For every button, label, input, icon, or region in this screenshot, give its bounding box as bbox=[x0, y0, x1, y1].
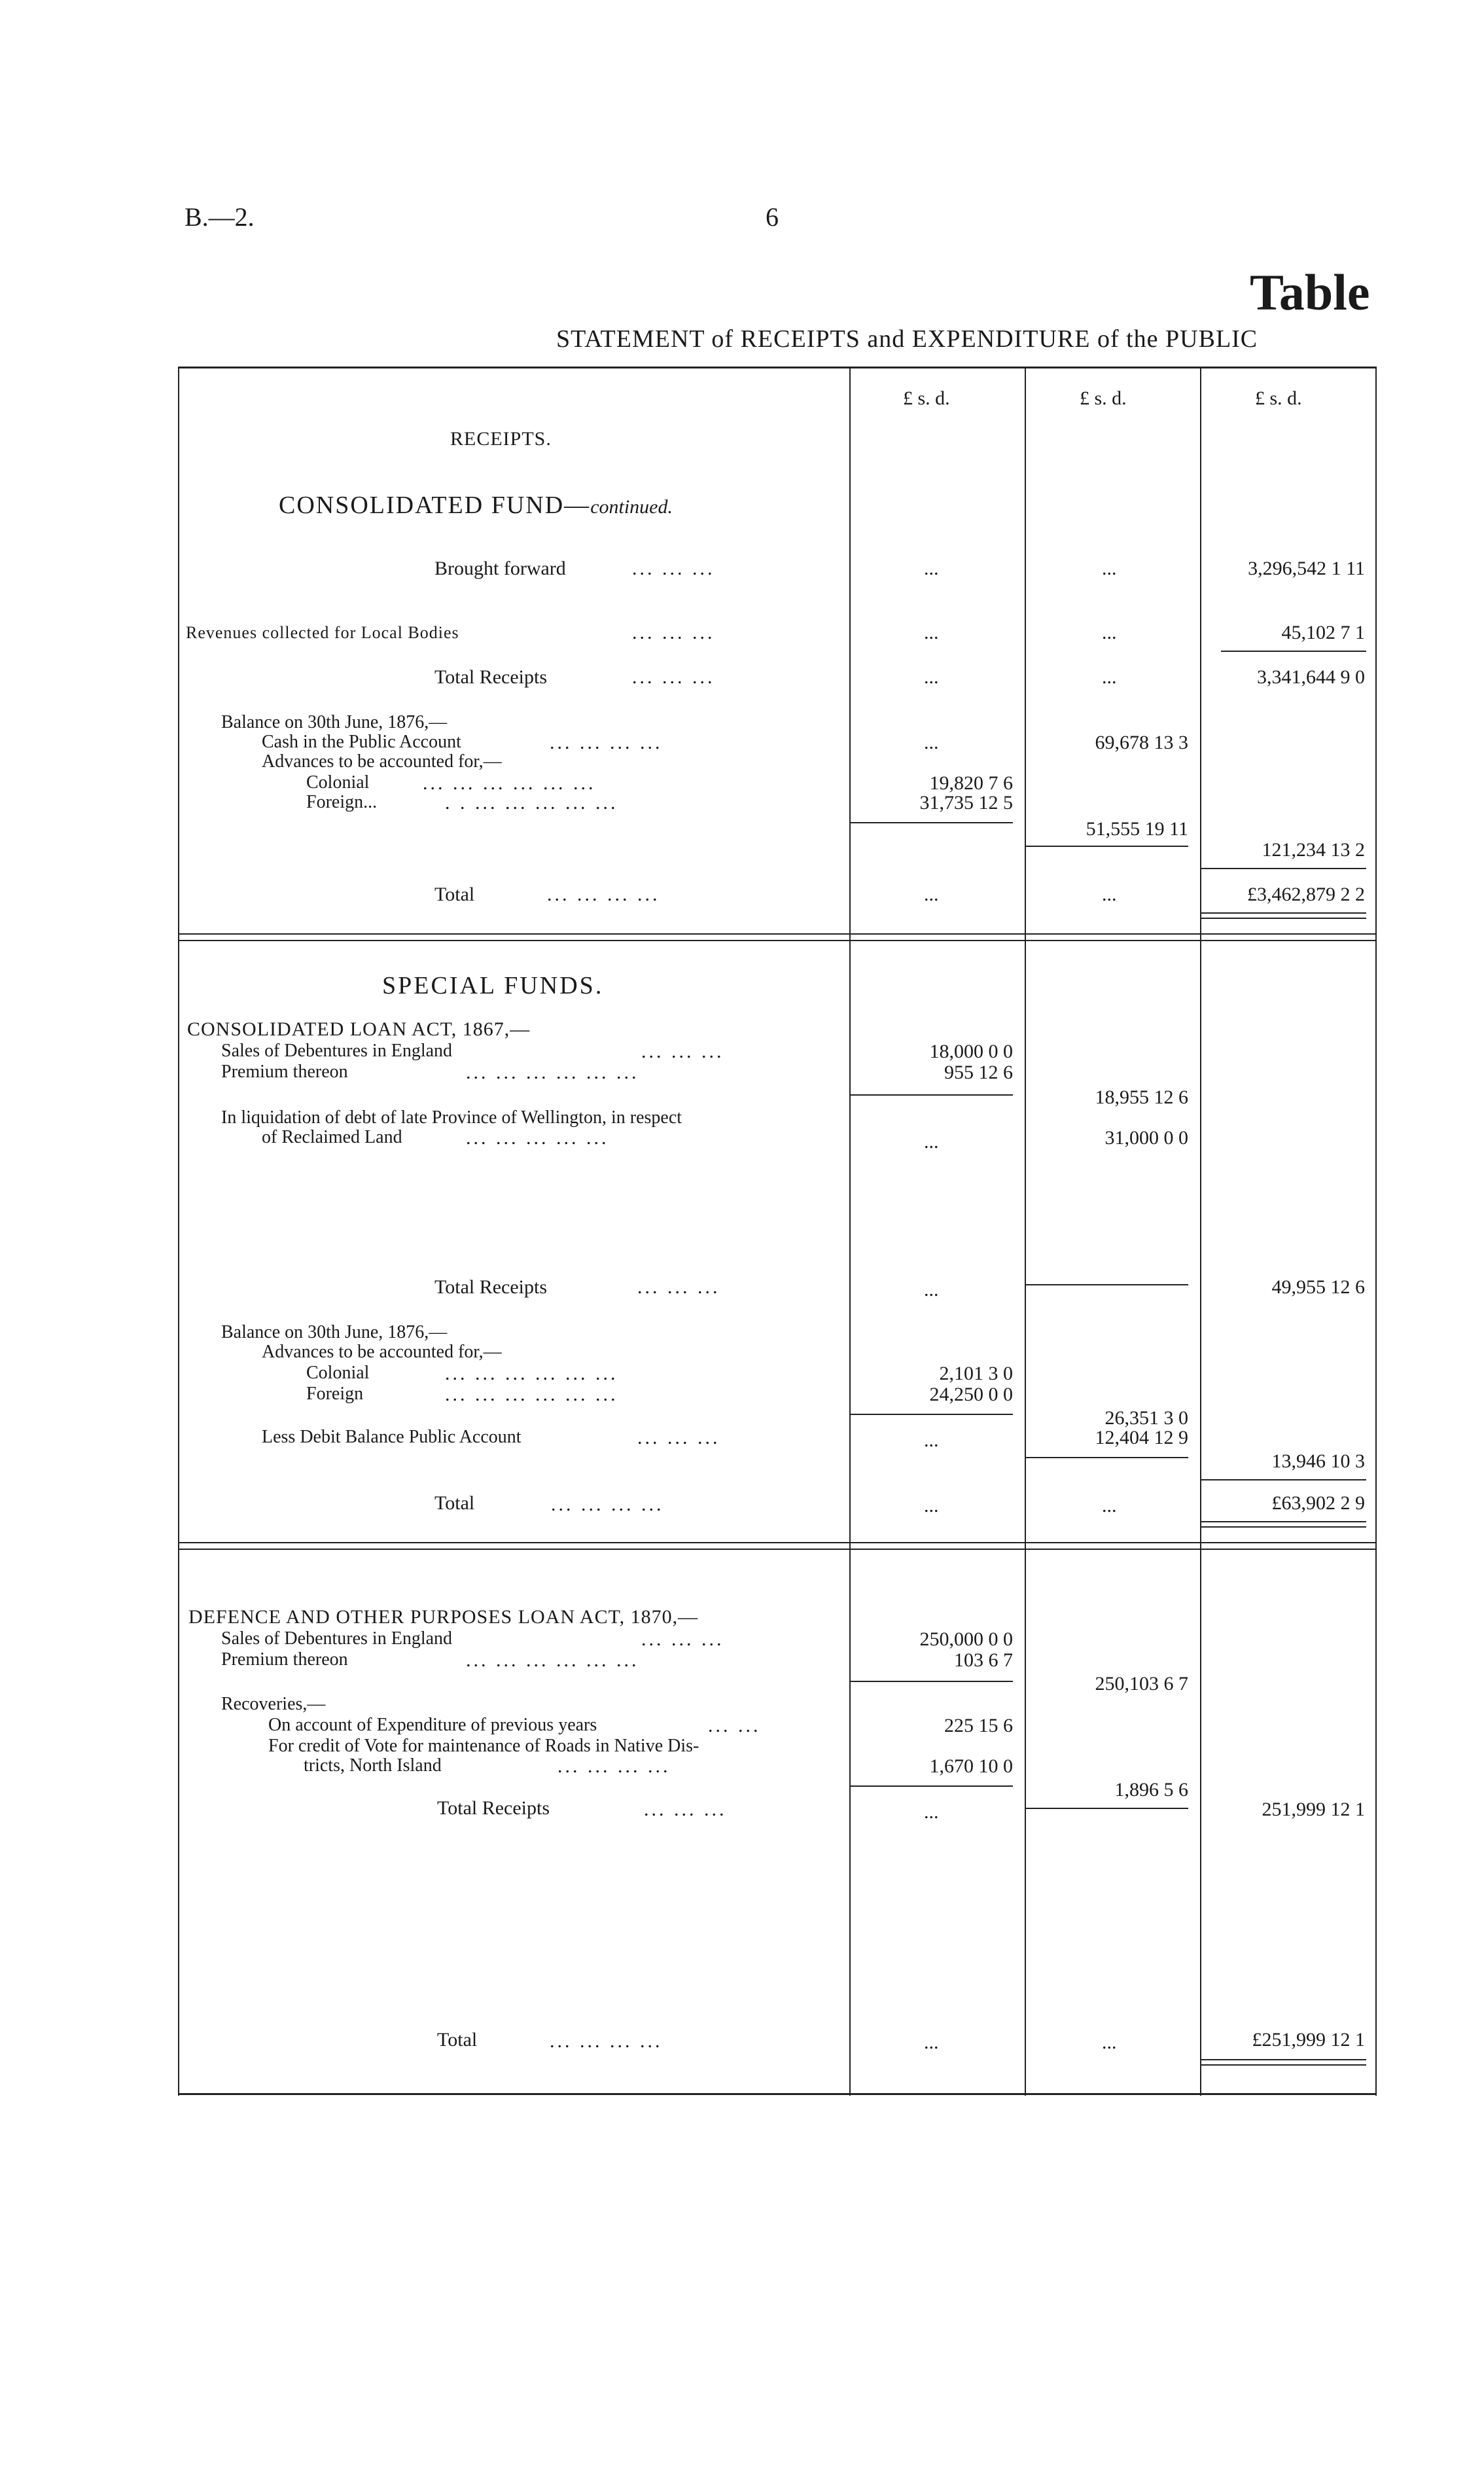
page-ref: B.—2. bbox=[185, 202, 255, 232]
special-balance-label: Balance on 30th June, 1876,— bbox=[221, 1322, 448, 1342]
dots-c2: ... bbox=[1102, 666, 1117, 688]
leader-dots: ... ... ... ... bbox=[550, 2030, 663, 2052]
defence-sales-label: Sales of Debentures in England bbox=[221, 1628, 453, 1649]
dots-c1: ... bbox=[924, 732, 939, 753]
defence-total-receipts-value: 251,999 12 1 bbox=[1262, 1799, 1365, 1820]
total-receipts-label: Total Receipts bbox=[434, 666, 548, 688]
dots-c1: ... bbox=[924, 1131, 939, 1153]
revenues-local-label: Revenues collected for Local Bodies bbox=[186, 623, 459, 642]
leader-dots: ... ... ... ... ... ... bbox=[423, 772, 596, 794]
statement-title: STATEMENT of RECEIPTS and EXPENDITURE of the PUBLIC bbox=[556, 325, 1258, 353]
special-total-label: Total bbox=[434, 1492, 475, 1514]
dots-c2: ... bbox=[1102, 622, 1117, 643]
defence-total-value: £251,999 12 1 bbox=[1252, 2029, 1365, 2051]
revenues-local-value: 45,102 7 1 bbox=[1281, 622, 1365, 643]
defence-total-receipts-label: Total Receipts bbox=[437, 1797, 550, 1819]
table-title: Table bbox=[1250, 264, 1370, 321]
leader-dots: ... ... ... ... bbox=[550, 732, 663, 753]
on-account-label: On account of Expenditure of previous years bbox=[268, 1715, 597, 1735]
special-foreign-value: 24,250 0 0 bbox=[929, 1384, 1013, 1405]
credit-vote-value: 1,670 10 0 bbox=[929, 1755, 1013, 1777]
leader-dots: ... ... ... bbox=[632, 558, 715, 579]
special-total-receipts-label: Total Receipts bbox=[434, 1276, 548, 1298]
leader-dots: ... ... ... bbox=[644, 1799, 727, 1820]
defence-total-label: Total bbox=[437, 2029, 478, 2051]
leader-dots: ... ... ... ... bbox=[547, 884, 660, 905]
defence-premium-label: Premium thereon bbox=[221, 1649, 348, 1670]
special-foreign-label: Foreign bbox=[306, 1384, 364, 1404]
dots-c1: ... bbox=[924, 1495, 939, 1516]
special-advances-label: Advances to be accounted for,— bbox=[262, 1342, 502, 1362]
total-value: £3,462,879 2 2 bbox=[1247, 884, 1365, 905]
credit-vote-label-2: tricts, North Island bbox=[304, 1755, 442, 1776]
special-colonial-value: 2,101 3 0 bbox=[939, 1363, 1013, 1384]
defence-sales-value: 250,000 0 0 bbox=[919, 1628, 1013, 1650]
advances-label: Advances to be accounted for,— bbox=[262, 751, 502, 772]
dots-c1: ... bbox=[924, 622, 939, 643]
leader-dots: ... ... ... ... bbox=[557, 1755, 671, 1777]
dots-c2: ... bbox=[1102, 558, 1117, 579]
colonial-value: 19,820 7 6 bbox=[929, 772, 1013, 794]
dots-c1: ... bbox=[924, 884, 939, 905]
total-receipts-value: 3,341,644 9 0 bbox=[1257, 666, 1365, 688]
leader-dots: ... ... ... ... ... ... bbox=[445, 1363, 618, 1384]
col3-header: £ s. d. bbox=[1255, 387, 1302, 409]
sales-debentures-label: Sales of Debentures in England bbox=[221, 1041, 453, 1061]
special-colonial-label: Colonial bbox=[306, 1363, 370, 1383]
leader-dots: ... ... bbox=[708, 1715, 761, 1736]
dots-c1: ... bbox=[924, 558, 939, 579]
special-balance-value: 13,946 10 3 bbox=[1271, 1450, 1365, 1472]
special-funds-heading: SPECIAL FUNDS. bbox=[382, 972, 604, 999]
leader-dots: . . ... ... ... ... ... bbox=[445, 792, 618, 814]
on-account-value: 225 15 6 bbox=[944, 1715, 1013, 1736]
consolidated-fund-title: CONSOLIDATED FUND—continued. bbox=[279, 492, 673, 519]
dots-c2: ... bbox=[1102, 884, 1117, 905]
balance-value: 121,234 13 2 bbox=[1262, 839, 1365, 861]
liquidation-value: 31,000 0 0 bbox=[1104, 1127, 1188, 1149]
loan-act-heading: CONSOLIDATED LOAN ACT, 1867,— bbox=[187, 1018, 531, 1040]
leader-dots: ... ... ... bbox=[632, 666, 715, 688]
leader-dots: ... ... ... ... bbox=[551, 1494, 664, 1515]
less-debit-value: 12,404 12 9 bbox=[1095, 1427, 1188, 1448]
leader-dots: ... ... ... ... ... bbox=[466, 1127, 609, 1149]
leader-dots: ... ... ... bbox=[637, 1276, 720, 1298]
advances-sum-value: 51,555 19 11 bbox=[1086, 818, 1188, 840]
page-number: 6 bbox=[766, 202, 779, 232]
defence-loan-sum-value: 250,103 6 7 bbox=[1095, 1673, 1188, 1694]
brought-forward-value: 3,296,542 1 11 bbox=[1248, 558, 1365, 579]
leader-dots: ... ... ... bbox=[637, 1427, 720, 1448]
dots-c2: ... bbox=[1102, 1495, 1117, 1516]
loan-sum-value: 18,955 12 6 bbox=[1095, 1086, 1188, 1108]
cash-public-value: 69,678 13 3 bbox=[1095, 732, 1188, 753]
receipts-heading: RECEIPTS. bbox=[450, 428, 552, 450]
foreign-label: Foreign... bbox=[306, 792, 378, 812]
liquidation-label-2: of Reclaimed Land bbox=[262, 1127, 402, 1147]
total-label: Total bbox=[434, 884, 475, 905]
credit-vote-label-1: For credit of Vote for maintenance of Roads in Native Dis- bbox=[268, 1736, 699, 1756]
sales-debentures-value: 18,000 0 0 bbox=[929, 1041, 1013, 1062]
col1-header: £ s. d. bbox=[903, 387, 950, 409]
dots-c2: ... bbox=[1102, 2032, 1117, 2053]
dots-c1: ... bbox=[924, 1801, 939, 1823]
premium-value: 955 12 6 bbox=[944, 1062, 1013, 1083]
defence-premium-value: 103 6 7 bbox=[954, 1649, 1013, 1671]
recoveries-sum-value: 1,896 5 6 bbox=[1114, 1779, 1188, 1801]
leader-dots: ... ... ... bbox=[632, 622, 715, 643]
recoveries-label: Recoveries,— bbox=[221, 1694, 326, 1714]
leader-dots: ... ... ... bbox=[641, 1628, 724, 1650]
cash-public-label: Cash in the Public Account bbox=[262, 732, 461, 752]
colonial-label: Colonial bbox=[306, 772, 370, 793]
foreign-value: 31,735 12 5 bbox=[919, 792, 1013, 814]
dots-c1: ... bbox=[924, 2032, 939, 2053]
dots-c1: ... bbox=[924, 1429, 939, 1451]
col2-header: £ s. d. bbox=[1080, 387, 1127, 409]
balance-label: Balance on 30th June, 1876,— bbox=[221, 712, 448, 732]
brought-forward-label: Brought forward bbox=[434, 558, 566, 579]
special-total-value: £63,902 2 9 bbox=[1271, 1492, 1365, 1514]
leader-dots: ... ... ... ... ... ... bbox=[466, 1649, 639, 1671]
less-debit-label: Less Debit Balance Public Account bbox=[262, 1427, 521, 1447]
dots-c1: ... bbox=[924, 666, 939, 688]
special-total-receipts-value: 49,955 12 6 bbox=[1271, 1276, 1365, 1298]
leader-dots: ... ... ... bbox=[641, 1041, 724, 1062]
special-advances-sum-value: 26,351 3 0 bbox=[1104, 1407, 1188, 1429]
leader-dots: ... ... ... ... ... ... bbox=[445, 1384, 618, 1405]
dots-c1: ... bbox=[924, 1279, 939, 1300]
leader-dots: ... ... ... ... ... ... bbox=[466, 1062, 639, 1083]
premium-label: Premium thereon bbox=[221, 1062, 348, 1082]
defence-heading: DEFENCE AND OTHER PURPOSES LOAN ACT, 1870,— bbox=[188, 1606, 699, 1628]
liquidation-label-1: In liquidation of debt of late Province of Wellington, in respect bbox=[221, 1107, 682, 1128]
